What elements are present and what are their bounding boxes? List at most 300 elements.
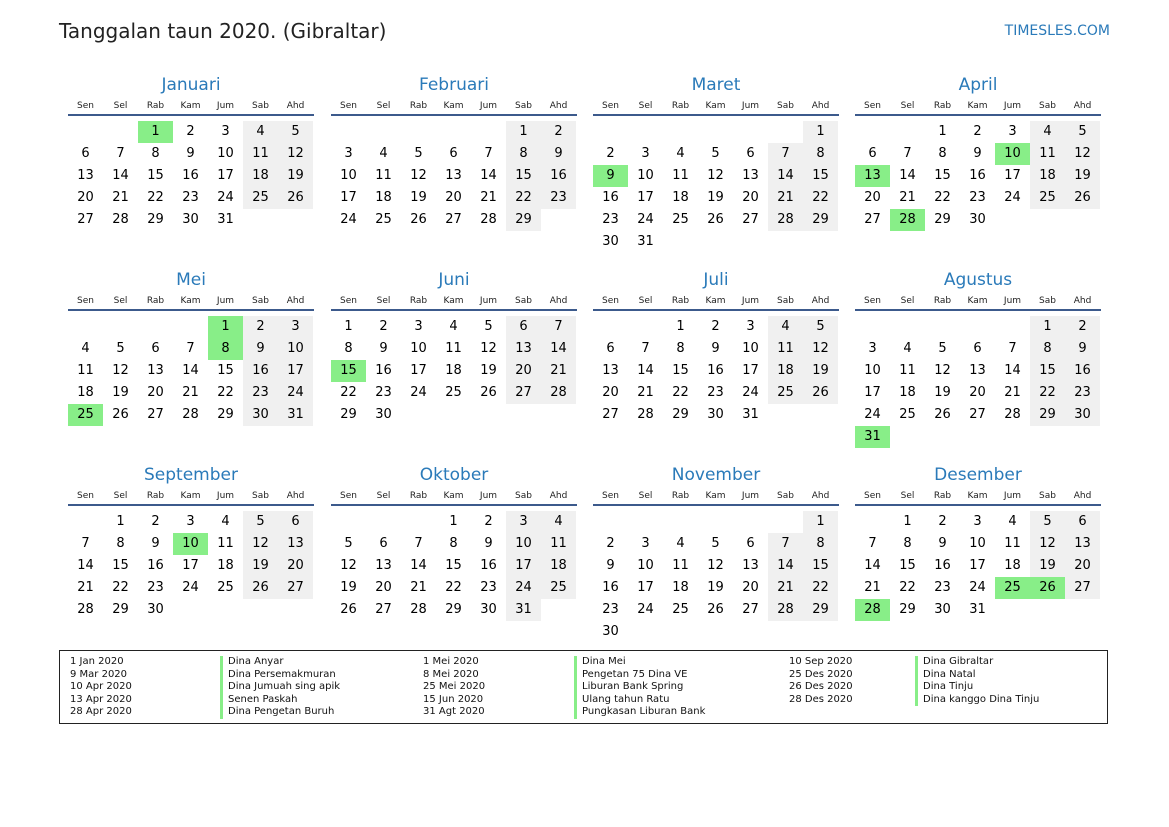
day-cell: 24 — [182, 580, 199, 595]
empty-cell — [173, 316, 208, 338]
day-cell: 18 — [672, 580, 689, 595]
day-cell: 14 — [1004, 363, 1021, 378]
day-cell: 20 — [147, 385, 164, 400]
day-cell: 3 — [641, 536, 650, 551]
weekday-label: Sel — [376, 101, 391, 111]
empty-cell — [855, 121, 890, 143]
day-cell: 15 — [1030, 360, 1065, 382]
day-cell: 30 — [602, 234, 619, 249]
empty-cell — [698, 121, 733, 143]
day-cell: 26 — [707, 212, 724, 227]
day-cell: 8 — [676, 341, 685, 356]
day-cell: 19 — [707, 190, 724, 205]
weekday-label: Sen — [77, 101, 94, 111]
weekday-label: Ahd — [549, 296, 568, 306]
month-desember — [855, 460, 1101, 621]
weekday-label: Sen — [602, 101, 619, 111]
day-cell: 7 — [116, 146, 125, 161]
day-cell: 4 — [903, 341, 912, 356]
weekday-label: Sel — [638, 491, 653, 501]
day-cell: 15 — [445, 558, 462, 573]
day-cell: 4 — [379, 146, 388, 161]
day-cell: 3 — [1008, 124, 1017, 139]
day-cell: 9 — [379, 341, 388, 356]
day-cell: 20 — [602, 385, 619, 400]
empty-cell — [593, 121, 628, 143]
day-cell: 23 — [541, 187, 576, 209]
days-grid — [855, 316, 1101, 448]
weekday-label: Sel — [900, 491, 915, 501]
day-cell: 19 — [243, 555, 278, 577]
weekday-label: Rab — [671, 101, 690, 111]
day-cell: 21 — [768, 577, 803, 599]
day-cell: 26 — [480, 385, 497, 400]
day-cell: 29 — [340, 407, 357, 422]
day-cell: 12 — [480, 341, 497, 356]
day-cell: 23 — [969, 190, 986, 205]
day-cell: 19 — [803, 360, 838, 382]
day-cell: 8 — [938, 146, 947, 161]
day-cell: 25 — [445, 385, 462, 400]
page-title: Tanggalan taun 2020. (Gibraltar) — [59, 19, 387, 43]
day-cell: 4 — [768, 316, 803, 338]
day-cell: 29 — [803, 209, 838, 231]
empty-cell — [103, 121, 138, 143]
legend-holiday-name: Dina Mei — [574, 656, 705, 669]
day-cell: 24 — [864, 407, 881, 422]
day-cell: 13 — [602, 363, 619, 378]
day-cell: 31 — [506, 599, 541, 621]
day-cell: 24 — [217, 190, 234, 205]
weekday-label: Sel — [113, 491, 128, 501]
empty-cell — [855, 511, 890, 533]
weekday-label: Ahd — [1073, 491, 1092, 501]
day-cell: 17 — [864, 385, 881, 400]
day-cell: 16 — [969, 168, 986, 183]
day-cell: 23 — [602, 602, 619, 617]
day-cell: 7 — [768, 143, 803, 165]
empty-cell — [890, 316, 925, 338]
day-cell: 12 — [112, 363, 129, 378]
month-name: September — [144, 465, 238, 485]
day-cell: 4 — [221, 514, 230, 529]
day-cell: 1 — [676, 319, 685, 334]
day-cell: 9 — [606, 558, 615, 573]
weekday-label: Jum — [479, 101, 498, 111]
day-cell: 29 — [445, 602, 462, 617]
day-cell: 3 — [278, 316, 313, 338]
empty-cell — [331, 511, 366, 533]
weekday-header — [855, 490, 1101, 506]
day-cell: 10 — [864, 363, 881, 378]
day-cell: 30 — [480, 602, 497, 617]
day-cell: 3 — [641, 146, 650, 161]
day-cell: 30 — [243, 404, 278, 426]
weekday-label: Sab — [515, 296, 532, 306]
month-name: Mei — [176, 270, 206, 290]
month-maret — [593, 70, 839, 253]
weekday-label: Sen — [77, 296, 94, 306]
weekday-label: Rab — [409, 491, 428, 501]
day-cell: 27 — [506, 382, 541, 404]
day-cell: 17 — [637, 190, 654, 205]
month-september — [68, 460, 314, 621]
legend-names — [915, 656, 1039, 706]
day-cell: 27 — [278, 577, 313, 599]
day-cell: 24 — [637, 212, 654, 227]
day-cell: 27 — [742, 602, 759, 617]
day-cell: 20 — [742, 190, 759, 205]
day-cell: 13 — [375, 558, 392, 573]
empty-cell — [471, 121, 506, 143]
day-cell: 20 — [969, 385, 986, 400]
day-cell: 20 — [445, 190, 462, 205]
day-cell: 2 — [606, 536, 615, 551]
holiday-day-cell: 13 — [855, 165, 890, 187]
day-cell: 20 — [742, 580, 759, 595]
day-cell: 13 — [278, 533, 313, 555]
empty-cell — [733, 511, 768, 533]
day-cell: 5 — [938, 341, 947, 356]
day-cell: 19 — [934, 385, 951, 400]
legend-date: 10 Apr 2020 — [70, 681, 132, 692]
day-cell: 15 — [934, 168, 951, 183]
empty-cell — [436, 121, 471, 143]
day-cell: 25 — [541, 577, 576, 599]
day-cell: 23 — [934, 580, 951, 595]
month-name: November — [671, 465, 761, 485]
day-cell: 3 — [973, 514, 982, 529]
weekday-label: Sab — [777, 491, 794, 501]
day-cell: 29 — [934, 212, 951, 227]
day-cell: 14 — [899, 168, 916, 183]
day-cell: 9 — [541, 143, 576, 165]
legend-names — [220, 656, 340, 719]
weekday-label: Sab — [777, 101, 794, 111]
day-cell: 10 — [506, 533, 541, 555]
day-cell: 17 — [217, 168, 234, 183]
day-cell: 19 — [112, 385, 129, 400]
day-cell: 16 — [243, 360, 278, 382]
legend-dates — [70, 656, 132, 719]
day-cell: 31 — [278, 404, 313, 426]
day-cell: 27 — [77, 212, 94, 227]
weekday-label: Sen — [340, 101, 357, 111]
day-cell: 22 — [217, 385, 234, 400]
day-cell: 11 — [445, 341, 462, 356]
day-cell: 2 — [541, 121, 576, 143]
weekday-label: Jum — [1003, 296, 1022, 306]
day-cell: 14 — [77, 558, 94, 573]
day-cell: 2 — [379, 319, 388, 334]
empty-cell — [593, 511, 628, 533]
day-cell: 13 — [742, 558, 759, 573]
day-cell: 24 — [278, 382, 313, 404]
weekday-label: Sel — [638, 101, 653, 111]
day-cell: 30 — [602, 624, 619, 639]
day-cell: 15 — [803, 165, 838, 187]
days-grid — [331, 121, 577, 231]
weekday-label: Sab — [1039, 491, 1056, 501]
empty-cell — [628, 511, 663, 533]
site-link[interactable]: TIMESLES.COM — [1004, 23, 1110, 39]
empty-cell — [331, 121, 366, 143]
day-cell: 6 — [449, 146, 458, 161]
day-cell: 15 — [803, 555, 838, 577]
day-cell: 16 — [541, 165, 576, 187]
weekday-header — [331, 295, 577, 311]
empty-cell — [960, 316, 995, 338]
day-cell: 23 — [182, 190, 199, 205]
day-cell: 30 — [182, 212, 199, 227]
day-cell: 22 — [803, 577, 838, 599]
day-cell: 5 — [116, 341, 125, 356]
weekday-label: Sen — [77, 491, 94, 501]
weekday-label: Sel — [113, 296, 128, 306]
day-cell: 25 — [899, 407, 916, 422]
day-cell: 26 — [340, 602, 357, 617]
weekday-label: Rab — [671, 491, 690, 501]
day-cell: 18 — [1004, 558, 1021, 573]
day-cell: 5 — [278, 121, 313, 143]
month-name: Desember — [934, 465, 1022, 485]
day-cell: 31 — [969, 602, 986, 617]
day-cell: 27 — [742, 212, 759, 227]
legend-date: 26 Des 2020 — [789, 681, 853, 692]
day-cell: 12 — [1065, 143, 1100, 165]
day-cell: 24 — [742, 385, 759, 400]
weekday-label: Ahd — [286, 101, 305, 111]
days-grid — [855, 121, 1101, 231]
day-cell: 22 — [112, 580, 129, 595]
day-cell: 11 — [77, 363, 94, 378]
weekday-label: Sen — [340, 491, 357, 501]
day-cell: 27 — [602, 407, 619, 422]
day-cell: 6 — [379, 536, 388, 551]
day-cell: 17 — [278, 360, 313, 382]
day-cell: 1 — [903, 514, 912, 529]
holiday-day-cell: 10 — [173, 533, 208, 555]
empty-cell — [366, 121, 401, 143]
weekday-label: Jum — [741, 101, 760, 111]
day-cell: 12 — [1030, 533, 1065, 555]
weekday-label: Ahd — [549, 101, 568, 111]
day-cell: 18 — [768, 360, 803, 382]
day-cell: 17 — [969, 558, 986, 573]
legend-holiday-name: Dina Jumuah sing apik — [220, 681, 340, 694]
day-cell: 10 — [410, 341, 427, 356]
weekday-label: Rab — [933, 101, 952, 111]
day-cell: 4 — [541, 511, 576, 533]
legend-holiday-name: Dina Persemakmuran — [220, 669, 340, 682]
day-cell: 2 — [711, 319, 720, 334]
month-juni — [331, 265, 577, 426]
month-name: Agustus — [943, 270, 1013, 290]
day-cell: 5 — [711, 146, 720, 161]
day-cell: 30 — [707, 407, 724, 422]
legend-date: 10 Sep 2020 — [789, 656, 853, 667]
legend-holiday-name: Dina Pengetan Buruh — [220, 706, 340, 719]
day-cell: 19 — [278, 165, 313, 187]
day-cell: 7 — [768, 533, 803, 555]
day-cell: 30 — [1065, 404, 1100, 426]
day-cell: 6 — [1065, 511, 1100, 533]
day-cell: 3 — [221, 124, 230, 139]
weekday-label: Ahd — [811, 491, 830, 501]
empty-cell — [890, 121, 925, 143]
weekday-label: Kam — [180, 296, 201, 306]
day-cell: 23 — [375, 385, 392, 400]
legend-holiday-name: Liburan Bank Spring — [574, 681, 705, 694]
legend-date: 28 Apr 2020 — [70, 706, 132, 717]
day-cell: 9 — [711, 341, 720, 356]
day-cell: 29 — [1030, 404, 1065, 426]
day-cell: 25 — [672, 602, 689, 617]
day-cell: 14 — [637, 363, 654, 378]
day-cell: 2 — [484, 514, 493, 529]
day-cell: 25 — [375, 212, 392, 227]
empty-cell — [855, 316, 890, 338]
day-cell: 11 — [1030, 143, 1065, 165]
legend-date: 25 Mei 2020 — [423, 681, 486, 692]
empty-cell — [698, 511, 733, 533]
day-cell: 9 — [1065, 338, 1100, 360]
day-cell: 16 — [147, 558, 164, 573]
weekday-label: Ahd — [811, 296, 830, 306]
legend-holiday-name: Dina Gibraltar — [915, 656, 1039, 669]
day-cell: 29 — [672, 407, 689, 422]
day-cell: 2 — [938, 514, 947, 529]
day-cell: 4 — [81, 341, 90, 356]
legend-holiday-name: Pengetan 75 Dina VE — [574, 669, 705, 682]
day-cell: 3 — [186, 514, 195, 529]
legend-date: 13 Apr 2020 — [70, 693, 132, 705]
days-grid — [68, 316, 314, 426]
weekday-label: Rab — [146, 296, 165, 306]
legend-holiday-name: Ulang tahun Ratu — [574, 694, 705, 707]
legend-dates — [423, 656, 485, 719]
day-cell: 9 — [973, 146, 982, 161]
weekday-label: Rab — [409, 101, 428, 111]
month-januari — [68, 70, 314, 231]
day-cell: 6 — [973, 341, 982, 356]
legend-date: 25 Des 2020 — [789, 668, 853, 680]
day-cell: 17 — [340, 190, 357, 205]
empty-cell — [628, 316, 663, 338]
day-cell: 1 — [1030, 316, 1065, 338]
weekday-label: Jum — [216, 491, 235, 501]
weekday-label: Jum — [216, 101, 235, 111]
day-cell: 27 — [864, 212, 881, 227]
day-cell: 12 — [243, 533, 278, 555]
day-cell: 10 — [637, 168, 654, 183]
holiday-day-cell: 25 — [68, 404, 103, 426]
day-cell: 18 — [445, 363, 462, 378]
day-cell: 7 — [641, 341, 650, 356]
day-cell: 3 — [746, 319, 755, 334]
month-name: Februari — [419, 75, 489, 95]
legend-date: 31 Agt 2020 — [423, 706, 485, 717]
weekday-label: Ahd — [1073, 101, 1092, 111]
day-cell: 22 — [506, 187, 541, 209]
day-cell: 8 — [449, 536, 458, 551]
day-cell: 2 — [151, 514, 160, 529]
day-cell: 12 — [340, 558, 357, 573]
day-cell: 4 — [243, 121, 278, 143]
day-cell: 25 — [768, 382, 803, 404]
weekday-label: Sen — [864, 296, 881, 306]
day-cell: 30 — [375, 407, 392, 422]
day-cell: 13 — [969, 363, 986, 378]
empty-cell — [593, 316, 628, 338]
weekday-label: Sen — [602, 491, 619, 501]
day-cell: 27 — [445, 212, 462, 227]
day-cell: 6 — [746, 146, 755, 161]
weekday-label: Kam — [967, 491, 988, 501]
day-cell: 12 — [707, 168, 724, 183]
day-cell: 3 — [414, 319, 423, 334]
day-cell: 28 — [768, 599, 803, 621]
day-cell: 13 — [742, 168, 759, 183]
weekday-label: Rab — [146, 491, 165, 501]
day-cell: 28 — [77, 602, 94, 617]
day-cell: 16 — [602, 580, 619, 595]
day-cell: 7 — [868, 536, 877, 551]
holiday-day-cell: 31 — [855, 426, 890, 448]
day-cell: 23 — [243, 382, 278, 404]
weekday-label: Ahd — [286, 491, 305, 501]
day-cell: 23 — [602, 212, 619, 227]
day-cell: 29 — [803, 599, 838, 621]
day-cell: 1 — [803, 121, 838, 143]
weekday-label: Kam — [705, 101, 726, 111]
weekday-label: Ahd — [549, 491, 568, 501]
empty-cell — [768, 511, 803, 533]
day-cell: 4 — [449, 319, 458, 334]
day-cell: 7 — [186, 341, 195, 356]
day-cell: 21 — [77, 580, 94, 595]
legend-date: 1 Jan 2020 — [70, 656, 124, 667]
day-cell: 26 — [112, 407, 129, 422]
day-cell: 2 — [973, 124, 982, 139]
day-cell: 27 — [375, 602, 392, 617]
day-cell: 1 — [116, 514, 125, 529]
weekday-label: Sel — [376, 296, 391, 306]
day-cell: 12 — [278, 143, 313, 165]
day-cell: 22 — [445, 580, 462, 595]
empty-cell — [628, 121, 663, 143]
weekday-label: Jum — [1003, 101, 1022, 111]
day-cell: 31 — [637, 234, 654, 249]
day-cell: 15 — [899, 558, 916, 573]
day-cell: 29 — [899, 602, 916, 617]
day-cell: 21 — [1004, 385, 1021, 400]
day-cell: 18 — [243, 165, 278, 187]
day-cell: 9 — [151, 536, 160, 551]
weekday-label: Ahd — [286, 296, 305, 306]
day-cell: 21 — [864, 580, 881, 595]
days-grid — [593, 121, 839, 253]
day-cell: 7 — [1008, 341, 1017, 356]
weekday-label: Kam — [180, 101, 201, 111]
weekday-label: Sab — [1039, 296, 1056, 306]
weekday-header — [593, 490, 839, 506]
day-cell: 6 — [81, 146, 90, 161]
day-cell: 14 — [112, 168, 129, 183]
day-cell: 9 — [243, 338, 278, 360]
weekday-label: Kam — [967, 296, 988, 306]
day-cell: 18 — [375, 190, 392, 205]
